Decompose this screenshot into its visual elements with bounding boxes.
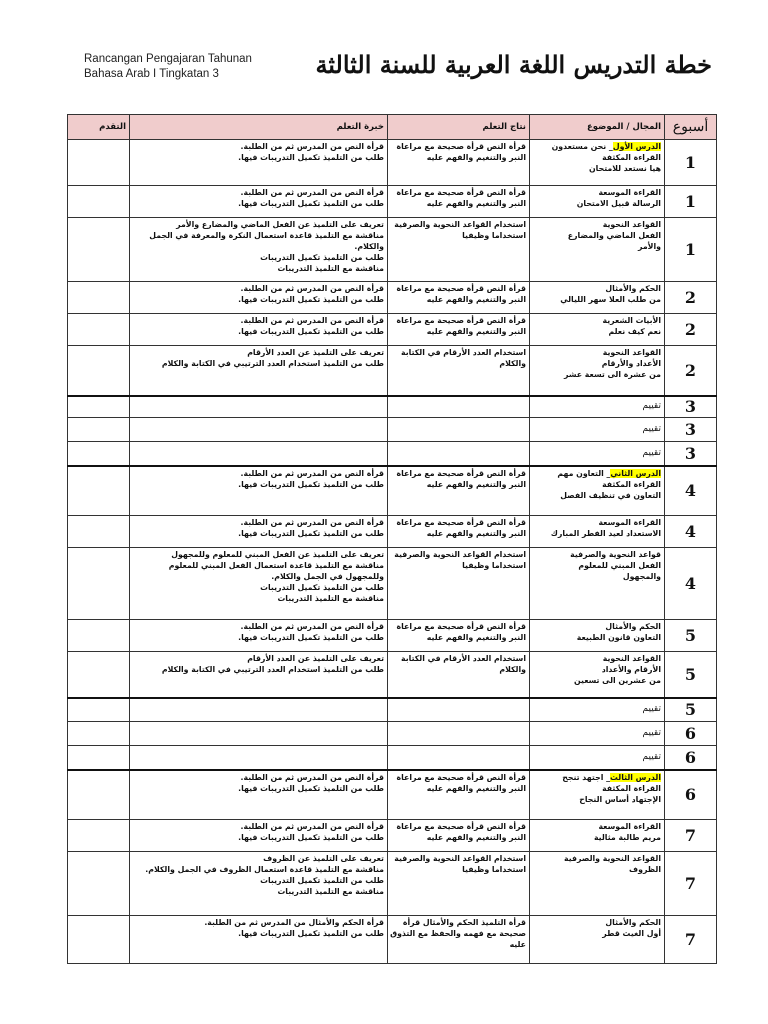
cell-line: تقييم xyxy=(642,424,661,434)
week-cell: 5 xyxy=(665,620,717,652)
plan-table-wrapper xyxy=(67,114,716,964)
outcome-cell xyxy=(388,916,530,964)
col-experience: خبرة التعلم xyxy=(130,115,388,140)
cell-line: الأبيات الشعرية xyxy=(602,316,661,325)
cell-line: أول الغيث قطر xyxy=(602,929,661,938)
cell-line: النبر والتنغيم والفهم عليه xyxy=(426,153,526,162)
cell-line: القواعد النحوية xyxy=(602,654,661,663)
cell-line: تعريف على التلميذ عن الفعل المبني للمعلوم وللمجهول xyxy=(171,550,384,559)
outcome-cell xyxy=(388,218,530,282)
cell-line: طلب من التلميذ تكميل التدريبات xyxy=(260,253,384,262)
week-cell: 1 xyxy=(665,186,717,218)
cell-line: استخدام العدد الأرقام في الكتابة xyxy=(400,654,526,663)
cell-line: تقييم xyxy=(642,728,661,738)
progress-cell xyxy=(68,282,130,314)
progress-cell xyxy=(68,652,130,698)
lesson-highlight: الدرس الأول xyxy=(612,142,661,151)
outcome-cell xyxy=(388,396,530,418)
experience-cell xyxy=(130,620,388,652)
progress-cell xyxy=(68,516,130,548)
cell-line: قرأة النص قرأة صحيحة مع مراعاة xyxy=(396,142,526,151)
cell-line: هيا نستعد للامتحان xyxy=(589,164,661,173)
cell-line: القراءة الموسعة xyxy=(598,518,661,527)
cell-line: القواعد النحوية xyxy=(602,220,661,229)
col-outcome: نتاج التعلم xyxy=(388,115,530,140)
week-cell: 4 xyxy=(665,466,717,516)
cell-line: طلب من التلميذ تكميل التدريبات فيها. xyxy=(238,529,384,538)
cell-line: النبر والتنغيم والفهم عليه xyxy=(426,529,526,538)
cell-line: طلب من التلميذ تكميل التدريبات فيها. xyxy=(238,295,384,304)
topic-cell xyxy=(530,418,665,442)
table-header-row xyxy=(68,115,717,140)
cell-line: قواعد النحوية والصرفية xyxy=(570,550,661,559)
topic-cell xyxy=(530,346,665,396)
table-row xyxy=(68,314,717,346)
table-row xyxy=(68,820,717,852)
cell-line: تعريف على التلميذ عن الظروف xyxy=(263,854,384,863)
cell-line: الحكم والأمثال xyxy=(605,622,661,631)
table-row xyxy=(68,770,717,820)
cell-line: طلب من التلميذ تكميل التدريبات فيها. xyxy=(238,199,384,208)
week-cell: 4 xyxy=(665,516,717,548)
cell-line: طلب من التلميذ تكميل التدريبات xyxy=(260,876,384,885)
week-cell: 7 xyxy=(665,916,717,964)
table-row xyxy=(68,916,717,964)
topic-cell xyxy=(530,820,665,852)
cell-line: قرأة النص قرأة صحيحة مع مراعاة xyxy=(396,284,526,293)
outcome-cell xyxy=(388,140,530,186)
cell-line: قرأة النص من المدرس ثم من الطلبة. xyxy=(240,142,384,151)
week-cell: 3 xyxy=(665,418,717,442)
week-cell: 7 xyxy=(665,852,717,916)
table-row xyxy=(68,346,717,396)
week-cell: 4 xyxy=(665,548,717,620)
table-row xyxy=(68,620,717,652)
cell-line: قرأة النص قرأة صحيحة مع مراعاة xyxy=(396,468,526,478)
cell-line: طلب من التلميذ استخدام العدد الترتيبي في الكتابة والكلام xyxy=(161,359,384,368)
cell-line: نعم كيف نعلم xyxy=(608,327,661,336)
topic-cell xyxy=(530,396,665,418)
cell-line: تقييم xyxy=(642,447,661,458)
cell-line: طلب من التلميذ استخدام العدد الترتيبي في الكتابة والكلام xyxy=(161,665,384,674)
col-week: أسبوع xyxy=(665,115,717,140)
cell-line: طلب من التلميذ تكميل التدريبات فيها. xyxy=(238,479,384,489)
cell-line: قرأة النص من المدرس ثم من الطلبة. xyxy=(240,468,384,478)
cell-line: مناقشة مع التلميذ قاعدة استعمال النكرة والمعرفة في الجمل xyxy=(149,231,384,240)
cell-line: والمجهول xyxy=(622,572,661,581)
topic-cell xyxy=(530,186,665,218)
cell-line: قرأة النص قرأة صحيحة مع مراعاة xyxy=(396,518,526,527)
experience-cell xyxy=(130,396,388,418)
table-row xyxy=(68,282,717,314)
cell-line: وللمجهول في الجمل والكلام. xyxy=(271,572,384,581)
plan-table xyxy=(67,114,717,964)
outcome-cell xyxy=(388,418,530,442)
experience-cell xyxy=(130,516,388,548)
cell-line: الفعل المبني للمعلوم xyxy=(578,561,661,570)
outcome-cell xyxy=(388,770,530,820)
cell-line: والكلام. xyxy=(354,242,384,251)
progress-cell xyxy=(68,548,130,620)
cell-line: من عشرين الى تسعين xyxy=(574,676,661,685)
outcome-cell xyxy=(388,746,530,770)
cell-line: النبر والتنغيم والفهم عليه xyxy=(426,633,526,642)
progress-cell xyxy=(68,314,130,346)
cell-line: النبر والتنغيم والفهم عليه xyxy=(426,833,526,842)
table-row xyxy=(68,746,717,770)
experience-cell xyxy=(130,652,388,698)
progress-cell xyxy=(68,346,130,396)
cell-line: من عشرة الى تسعة عشر xyxy=(563,370,661,379)
topic-cell xyxy=(530,314,665,346)
cell-line: والأمر xyxy=(637,242,661,251)
cell-line: الحكم والأمثال xyxy=(605,284,661,293)
table-row xyxy=(68,852,717,916)
table-row xyxy=(68,652,717,698)
week-cell: 2 xyxy=(665,314,717,346)
cell-line: استخدام القواعد النحوية والصرفية xyxy=(394,220,526,229)
week-cell: 6 xyxy=(665,770,717,820)
cell-line: مناقشة مع التلميذ التدريبات xyxy=(277,264,384,273)
cell-line: طلب من التلميذ تكميل التدريبات فيها. xyxy=(238,153,384,162)
lesson-highlight: الدرس الثالث xyxy=(610,772,661,782)
progress-cell xyxy=(68,770,130,820)
cell-line: تعريف على التلميذ عن العدد الأرقام xyxy=(247,654,384,663)
header-left-line1: Rancangan Pengajaran Tahunan xyxy=(84,53,252,65)
cell-line: مريم طالبة مثالية xyxy=(593,833,661,842)
cell-line: قرأة النص قرأة صحيحة مع مراعاة xyxy=(396,772,526,782)
cell-line: قرأة الحكم والأمثال من المدرس ثم من الطلبة. xyxy=(204,918,384,927)
progress-cell xyxy=(68,620,130,652)
progress-cell xyxy=(68,418,130,442)
table-row xyxy=(68,140,717,186)
experience-cell xyxy=(130,722,388,746)
cell-line: تقييم xyxy=(642,751,661,762)
cell-line: طلب من التلميذ تكميل التدريبات فيها. xyxy=(238,633,384,642)
table-row xyxy=(68,548,717,620)
progress-cell xyxy=(68,396,130,418)
experience-cell xyxy=(130,770,388,820)
outcome-cell xyxy=(388,620,530,652)
cell-line: القراءة المكثفة xyxy=(602,479,661,489)
experience-cell xyxy=(130,466,388,516)
cell-line: الفعل الماضي والمضارع xyxy=(567,231,661,240)
outcome-cell xyxy=(388,820,530,852)
week-cell: 6 xyxy=(665,722,717,746)
cell-line: تعريف على التلميذ عن الفعل الماضي والمضارع والأمر xyxy=(176,220,384,229)
cell-line: تقييم xyxy=(642,401,661,412)
outcome-cell xyxy=(388,698,530,722)
cell-line: طلب من التلميذ تكميل التدريبات فيها. xyxy=(238,929,384,938)
cell-line: قرأة النص من المدرس ثم من الطلبة. xyxy=(240,518,384,527)
lesson-highlight: الدرس الثاني xyxy=(610,468,661,478)
cell-line: الحكم والأمثال xyxy=(605,918,661,927)
cell-line: مناقشة مع التلميذ قاعدة استعمال الظروف في الجمل والكلام. xyxy=(145,865,384,874)
experience-cell xyxy=(130,218,388,282)
cell-line: قرأة النص من المدرس ثم من الطلبة. xyxy=(240,284,384,293)
table-row xyxy=(68,722,717,746)
cell-line: النبر والتنغيم والفهم عليه xyxy=(426,295,526,304)
col-progress: التقدم xyxy=(68,115,130,140)
table-row xyxy=(68,418,717,442)
table-row xyxy=(68,218,717,282)
topic-cell xyxy=(530,652,665,698)
table-row xyxy=(68,396,717,418)
cell-line: قرأة النص قرأة صحيحة مع مراعاة xyxy=(396,316,526,325)
experience-cell xyxy=(130,916,388,964)
outcome-cell xyxy=(388,548,530,620)
week-cell: 3 xyxy=(665,442,717,466)
topic-cell xyxy=(530,722,665,746)
progress-cell xyxy=(68,722,130,746)
outcome-cell xyxy=(388,314,530,346)
cell-line: والكلام xyxy=(499,665,526,674)
cell-line: التعاون قانون الطبيعة xyxy=(576,633,661,642)
cell-line: الدرس الثاني_ التعاون مهم xyxy=(557,468,661,478)
experience-cell xyxy=(130,442,388,466)
topic-cell xyxy=(530,698,665,722)
table-row xyxy=(68,466,717,516)
week-cell: 2 xyxy=(665,282,717,314)
outcome-cell xyxy=(388,852,530,916)
header-left-line2: Bahasa Arab I Tingkatan 3 xyxy=(84,68,219,80)
week-cell: 5 xyxy=(665,652,717,698)
progress-cell xyxy=(68,140,130,186)
table-row xyxy=(68,442,717,466)
table-row xyxy=(68,516,717,548)
cell-line: القراءة المكثفة xyxy=(602,783,661,793)
experience-cell xyxy=(130,346,388,396)
week-cell: 1 xyxy=(665,140,717,186)
cell-line: تعريف على التلميذ عن العدد الأرقام xyxy=(247,348,384,357)
topic-cell xyxy=(530,218,665,282)
cell-line: استخدام العدد الأرقام في الكتابة xyxy=(400,348,526,357)
cell-line: تقييم xyxy=(642,704,661,715)
cell-line: التعاون في تنظيف الفصل xyxy=(560,490,661,500)
cell-line: طلب من التلميذ تكميل التدريبات فيها. xyxy=(238,327,384,336)
outcome-cell xyxy=(388,282,530,314)
cell-line: قرأة النص من المدرس ثم من الطلبة. xyxy=(240,188,384,197)
cell-line: قرأة النص من المدرس ثم من الطلبة. xyxy=(240,622,384,631)
progress-cell xyxy=(68,746,130,770)
cell-line: الرسالة قبيل الامتحان xyxy=(576,199,661,208)
topic-cell xyxy=(530,442,665,466)
col-topic: المجال / الموضوع xyxy=(530,115,665,140)
cell-line: النبر والتنغيم والفهم عليه xyxy=(426,327,526,336)
cell-line: والكلام xyxy=(499,359,526,368)
topic-cell xyxy=(530,282,665,314)
progress-cell xyxy=(68,466,130,516)
cell-line: الاستعداد لعيد الفطر المبارك xyxy=(550,529,661,538)
experience-cell xyxy=(130,820,388,852)
cell-line: استخداما وظيفيا xyxy=(462,561,526,570)
progress-cell xyxy=(68,442,130,466)
cell-line: النبر والتنغيم والفهم عليه xyxy=(426,783,526,793)
experience-cell xyxy=(130,548,388,620)
topic-cell xyxy=(530,916,665,964)
cell-line: الإجتهاد أساس النجاح xyxy=(579,794,661,804)
cell-line: مناقشة مع التلميذ التدريبات xyxy=(277,887,384,896)
topic-cell xyxy=(530,746,665,770)
experience-cell xyxy=(130,314,388,346)
cell-line: الأرقام والأعداد xyxy=(601,665,661,674)
experience-cell xyxy=(130,140,388,186)
cell-line: مناقشة مع التلميذ قاعدة استعمال الفعل المبني للمعلوم xyxy=(168,561,384,570)
cell-line: القواعد النحوية xyxy=(602,348,661,357)
cell-line: من طلب العلا سهر الليالي xyxy=(560,295,661,304)
cell-line: القراءة الموسعة xyxy=(598,188,661,197)
cell-line: النبر والتنغيم والفهم عليه xyxy=(426,199,526,208)
cell-line: استخداما وظيفيا xyxy=(462,231,526,240)
cell-line: قرأة النص قرأة صحيحة مع مراعاة xyxy=(396,622,526,631)
cell-line: الدرس الثالث_ اجتهد تنجح xyxy=(562,772,661,782)
cell-line: الظروف xyxy=(629,865,661,874)
outcome-cell xyxy=(388,346,530,396)
progress-cell xyxy=(68,852,130,916)
outcome-cell xyxy=(388,466,530,516)
topic-cell xyxy=(530,548,665,620)
outcome-cell xyxy=(388,442,530,466)
week-cell: 6 xyxy=(665,746,717,770)
cell-line: استخدام القواعد النحوية والصرفية xyxy=(394,854,526,863)
page-title: خطة التدريس اللغة العربية للسنة الثالثة xyxy=(315,50,712,79)
cell-line: القراءة المكثفة xyxy=(602,153,661,162)
outcome-cell xyxy=(388,516,530,548)
table-body xyxy=(68,140,717,964)
topic-cell xyxy=(530,620,665,652)
cell-line: طلب من التلميذ تكميل التدريبات فيها. xyxy=(238,783,384,793)
outcome-cell xyxy=(388,186,530,218)
topic-cell xyxy=(530,852,665,916)
table-row xyxy=(68,698,717,722)
progress-cell xyxy=(68,916,130,964)
cell-line: القواعد النحوية والصرفية xyxy=(564,854,661,863)
cell-line: قرأة النص من المدرس ثم من الطلبة. xyxy=(240,772,384,782)
table-row xyxy=(68,186,717,218)
cell-line: القراءة الموسعة xyxy=(598,822,661,831)
topic-cell xyxy=(530,770,665,820)
progress-cell xyxy=(68,186,130,218)
topic-cell xyxy=(530,466,665,516)
cell-line: استخدام القواعد النحوية والصرفية xyxy=(394,550,526,559)
cell-line: صحيحة مع فهمه والحفظ مع التذوق xyxy=(390,929,526,938)
cell-line: قرأة النص من المدرس ثم من الطلبة. xyxy=(240,316,384,325)
cell-line: النبر والتنغيم والفهم عليه xyxy=(426,479,526,489)
progress-cell xyxy=(68,698,130,722)
topic-cell xyxy=(530,516,665,548)
topic-cell xyxy=(530,140,665,186)
experience-cell xyxy=(130,746,388,770)
header-left xyxy=(84,52,252,82)
week-cell: 1 xyxy=(665,218,717,282)
progress-cell xyxy=(68,820,130,852)
experience-cell xyxy=(130,282,388,314)
outcome-cell xyxy=(388,652,530,698)
cell-line: قرأة النص قرأة صحيحة مع مراعاة xyxy=(396,822,526,831)
experience-cell xyxy=(130,418,388,442)
outcome-cell xyxy=(388,722,530,746)
cell-line: الدرس الأول_ نحن مستعدون xyxy=(551,142,661,151)
week-cell: 3 xyxy=(665,396,717,418)
progress-cell xyxy=(68,218,130,282)
cell-line: طلب من التلميذ تكميل التدريبات xyxy=(260,583,384,592)
week-cell: 5 xyxy=(665,698,717,722)
cell-line: مناقشة مع التلميذ التدريبات xyxy=(277,594,384,603)
week-cell: 7 xyxy=(665,820,717,852)
cell-line: طلب من التلميذ تكميل التدريبات فيها. xyxy=(238,833,384,842)
experience-cell xyxy=(130,186,388,218)
cell-line: استخداما وظيفيا xyxy=(462,865,526,874)
week-cell: 2 xyxy=(665,346,717,396)
cell-line: الأعداد والأرقام xyxy=(601,359,661,368)
cell-line: قرأة النص من المدرس ثم من الطلبة. xyxy=(240,822,384,831)
cell-line: قرأة النص قرأة صحيحة مع مراعاة xyxy=(396,188,526,197)
cell-line: عليه xyxy=(509,940,526,949)
experience-cell xyxy=(130,698,388,722)
cell-line: قرأة التلميذ الحكم والأمثال قرأة xyxy=(402,918,526,927)
experience-cell xyxy=(130,852,388,916)
